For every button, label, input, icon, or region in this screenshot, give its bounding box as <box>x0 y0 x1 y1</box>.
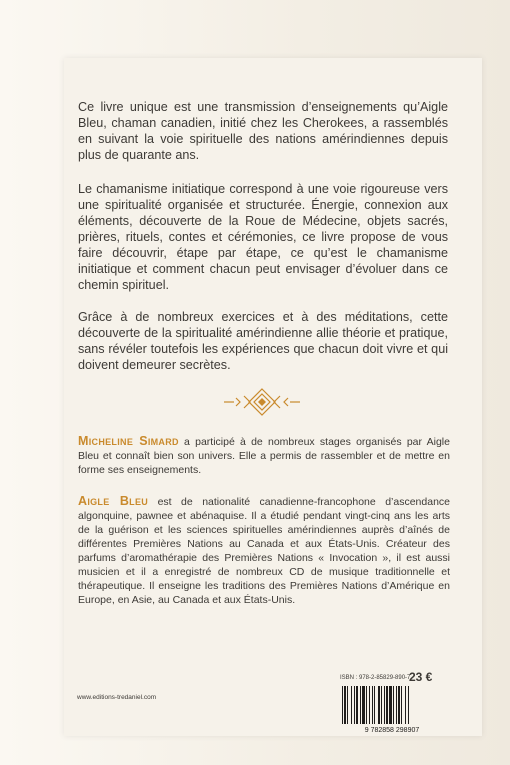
blurb-paragraph-1: Ce livre unique est une transmission d’enseignements qu’Aigle Bleu, chaman canadien, initié chez les Cherokees, a rassemblés en suivant la voie spirituelle des nations amérindiennes depuis plus de quarante ans. <box>78 100 448 162</box>
author-bio-text: est de nationalité canadienne-francophone d’ascendance algonquine, pawnee et abénaquise. Il a étudié pendant vingt-cinq ans les arts de la guérison et les sciences spirituelles amérindiennes auprès d’aînés de différentes Premières Nations au Canada et aux États-Unis. Créateur des parfums d’aromathérapie des Premières Nations « Invocation », il est aussi musicien et il a enregistré de nombreux CD de musique traditionnelle et thérapeutique. Il enseigne les traditions des Premières Nations d’Amérique en Europe, en Asie, au Canada et aux États-Unis. <box>78 496 450 606</box>
isbn-label: ISBN : 978-2-85829-890-7 <box>340 675 411 681</box>
blurb-paragraph-2: Le chamanisme initiatique correspond à une voie rigoureuse vers une spiritualité organisée et structurée. Énergie, connexion aux éléments, découverte de la Roue de Médecine, objets sacrés, prières, rituels, contes et cérémonies, ce livre propose de vous faire découvrir, étape par étape, ce qu’est le chamanisme initiatique et comment chacun peut envisager d’évoluer dans ce chemin spirituel. <box>78 182 448 292</box>
publisher-website: www.editions-tredaniel.com <box>77 694 157 701</box>
author-name-micheline: Micheline Simard <box>78 434 179 448</box>
author-name-aigle-bleu: Aigle Bleu <box>78 494 149 508</box>
diamond-ornament-icon <box>222 386 302 418</box>
author-bio-micheline <box>78 434 450 477</box>
barcode-digits: 9 782858 298907 <box>364 727 420 734</box>
author-bio-text: a participé à de nombreux stages organisés par Aigle Bleu et connaît bien son univers. Elle a permis de rassembler et de mettre en forme ses enseignements. <box>78 436 450 476</box>
barcode-icon <box>339 684 445 734</box>
blurb-paragraph-3: Grâce à de nombreux exercices et à des méditations, cette découverte de la spiritualité amérindienne allie théorie et pratique, sans révéler toutefois les expériences que chacun doit vivre et qui doivent demeurer secrètes. <box>78 310 448 372</box>
author-bio-aigle-bleu <box>78 494 450 607</box>
price-label: 23 € <box>409 670 433 684</box>
